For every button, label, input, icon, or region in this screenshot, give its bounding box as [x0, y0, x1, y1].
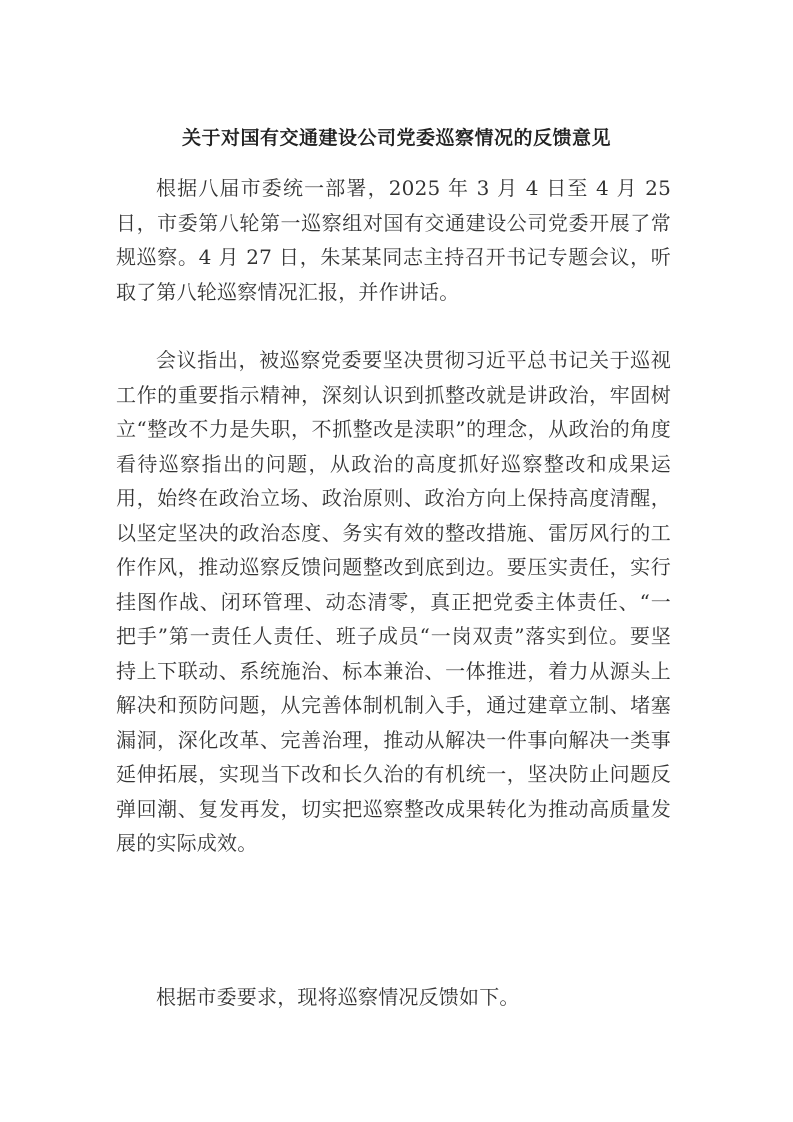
document-title: 关于对国有交通建设公司党委巡察情况的反馈意见	[181, 127, 611, 149]
paragraph-meeting-points: 会议指出，被巡察党委要坚决贯彻习近平总书记关于巡视工作的重要指示精神，深刻认识到抓整改就是讲政治，牢固树立“整改不力是失职，不抓整改是渎职”的理念，从政治的角度看待巡察指出的问题，从政治的高度抓好巡察整改和成果运用，始终在政治立场、政治原则、政治方向上保持高度清醒，以坚定坚决的政治态度、务实有效的整改措施、雷厉风行的工作作风，推动巡察反馈问题整改到底到边。要压实责任，实行挂图作战、闭环管理、动态清零，真正把党委主体责任、“一把手”第一责任人责任、班子成员“一岗双责”落实到位。要坚持上下联动、系统施治、标本兼治、一体推进，着力从源头上解决和预防问题，从完善体制机制入手，通过建章立制、堵塞漏洞，深化改革、完善治理，推动从解决一件事向解决一类事延伸拓展，实现当下改和长久治的有机统一，坚决防止问题反弹回潮、复发再发，切实把巡察整改成果转化为推动高质量发展的实际成效。	[116, 348, 671, 855]
paragraph-intro: 根据八届市委统一部署，2025 年 3 月 4 日至 4 月 25 日，市委第八轮第一巡察组对国有交通建设公司党委开展了常规巡察。4 月 27 日，朱某某同志主持召开书记专题会议，听取了第八轮巡察情况汇报，并作讲话。	[116, 176, 671, 304]
paragraph-feedback-intro: 根据市委要求，现将巡察情况反馈如下。	[156, 985, 520, 1009]
